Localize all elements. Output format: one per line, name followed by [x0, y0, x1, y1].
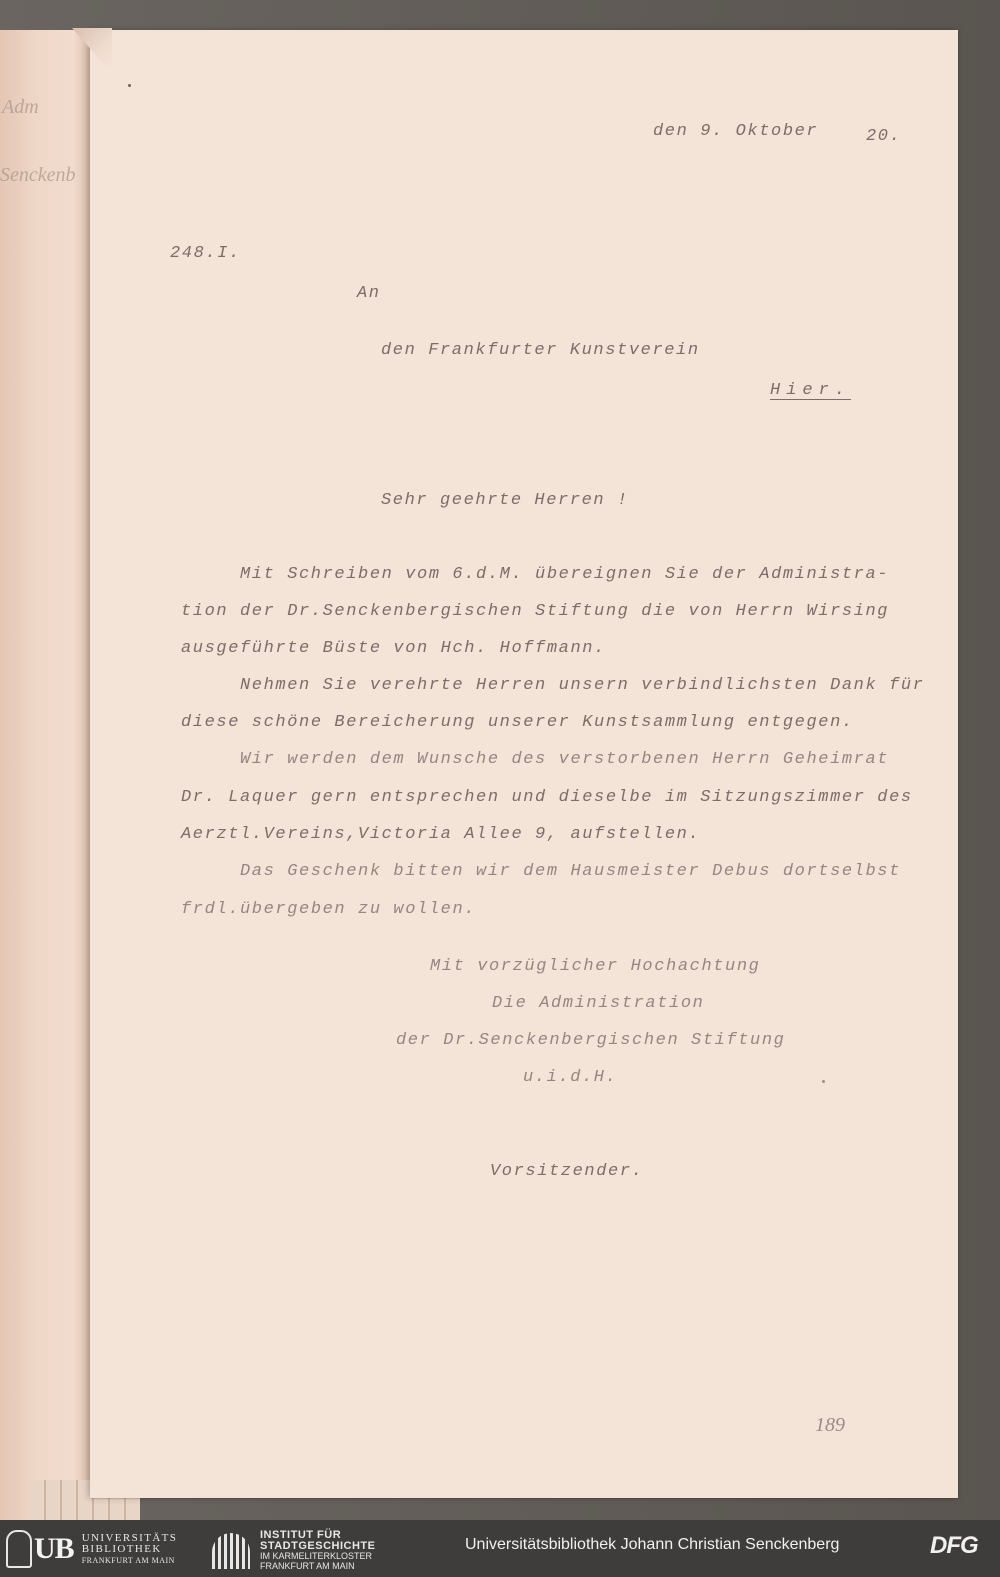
closing-line: Die Administration: [492, 994, 705, 1013]
ub-line: BIBLIOTHEK: [81, 1542, 162, 1555]
isg-wordmark: [260, 1530, 375, 1571]
body-line: Das Geschenk bitten wir dem Hausmeister Debus dortselbst: [240, 862, 901, 881]
isg-logo[interactable]: [212, 1530, 375, 1571]
margin-ghost-text: Senckenb: [0, 164, 76, 186]
closing-line: u.i.d.H.: [523, 1068, 618, 1087]
addressee-label: An: [357, 284, 381, 303]
isg-line: STADTGESCHICHTE: [260, 1540, 376, 1552]
body-line: Mit Schreiben vom 6.d.M. übereignen Sie der Administra-: [240, 565, 890, 584]
letter-page: [90, 30, 958, 1498]
underlying-page: [0, 30, 92, 1520]
arch-icon: [212, 1533, 250, 1569]
recipient-place: Hier.: [770, 381, 852, 400]
signature-title: Vorsitzender.: [490, 1162, 644, 1181]
margin-ghost-text: Adm: [2, 96, 39, 118]
body-line: Wir werden dem Wunsche des verstorbenen Herrn Geheimrat: [240, 750, 890, 769]
bust-icon: [6, 1530, 32, 1568]
body-line: Aerztl.Vereins,Victoria Allee 9, aufstellen.: [181, 825, 701, 844]
ub-line: FRANKFURT AM MAIN: [81, 1555, 175, 1565]
isg-line: IM KARMELITERKLOSTER: [260, 1551, 373, 1561]
letter-year: 20.: [866, 127, 902, 146]
footer-bar: [0, 1520, 1000, 1577]
ub-line: UNIVERSITÄTS: [81, 1531, 178, 1544]
recipient-name: den Frankfurter Kunstverein: [381, 341, 700, 360]
ub-wordmark: [82, 1533, 178, 1566]
body-line: tion der Dr.Senckenbergischen Stiftung die von Herrn Wirsing: [181, 602, 890, 621]
isg-line: FRANKFURT AM MAIN: [260, 1560, 355, 1571]
closing-line: Mit vorzüglicher Hochachtung: [430, 957, 761, 976]
closing-line: der Dr.Senckenbergischen Stiftung: [396, 1031, 786, 1050]
body-line: diese schöne Bereicherung unserer Kunstsammlung entgegen.: [181, 713, 854, 732]
folio-number: 189: [815, 1414, 845, 1436]
ub-mark: UB: [34, 1532, 74, 1565]
body-line: Nehmen Sie verehrte Herren unsern verbindlichsten Dank für: [240, 676, 925, 695]
letter-date: den 9. Oktober: [653, 122, 819, 141]
dfg-logo[interactable]: DFG: [930, 1532, 978, 1559]
salutation: Sehr geehrte Herren !: [381, 491, 629, 510]
ub-logo[interactable]: [6, 1530, 177, 1568]
body-line: ausgeführte Büste von Hch. Hoffmann.: [181, 639, 606, 658]
ink-dot: [128, 84, 131, 87]
ink-dot: [822, 1080, 825, 1083]
body-line: Dr. Laquer gern entsprechen und dieselbe im Sitzungszimmer des: [181, 788, 913, 807]
isg-line: INSTITUT FÜR: [260, 1529, 342, 1541]
reference-number: 248.I.: [170, 244, 241, 263]
library-caption: Universitätsbibliothek Johann Christian Senckenberg: [465, 1536, 840, 1553]
body-line: frdl.übergeben zu wollen.: [181, 900, 477, 919]
